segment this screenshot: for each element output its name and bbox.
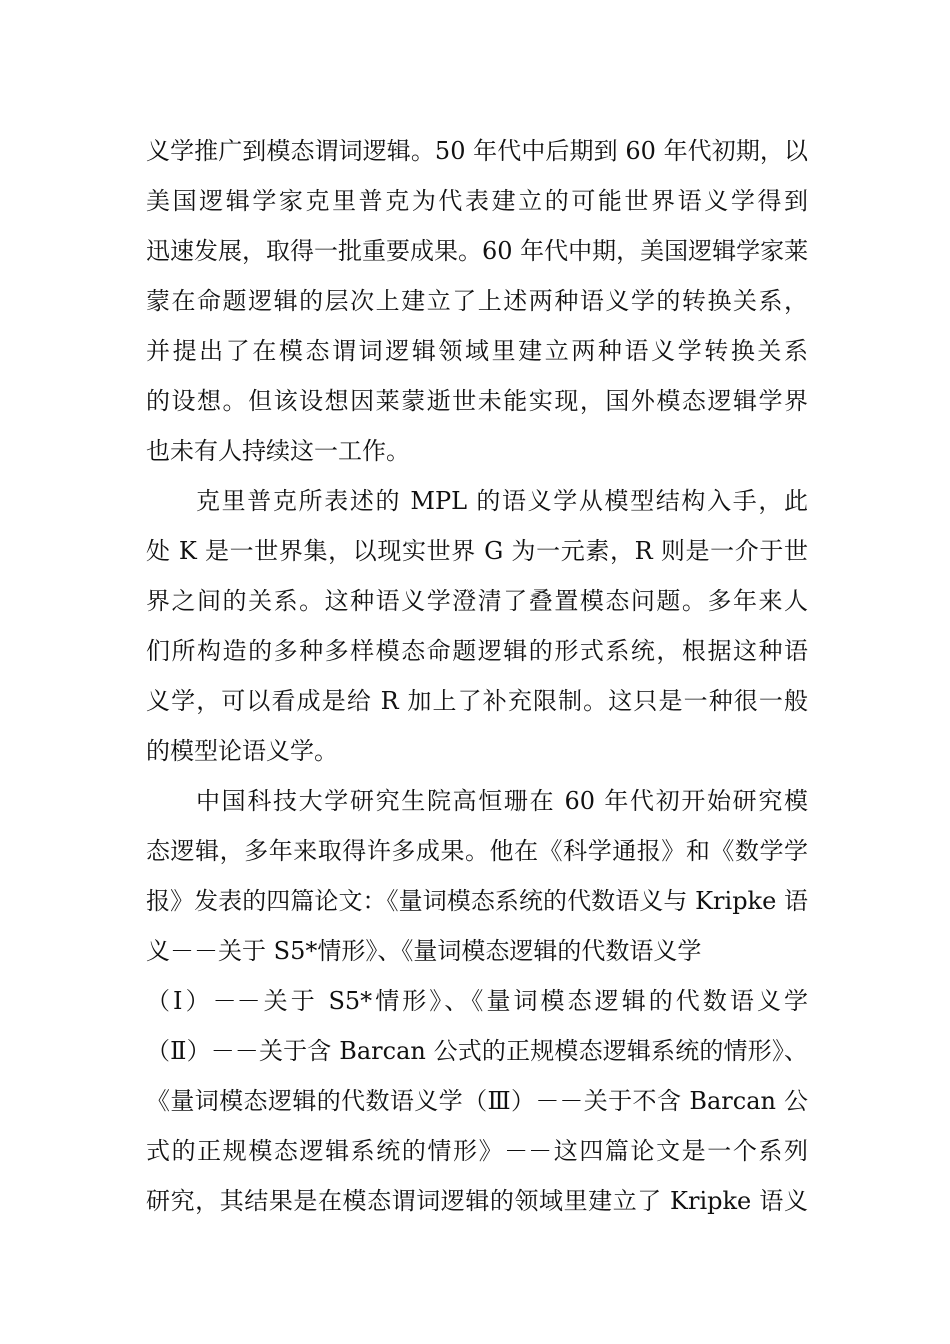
text-line: 界之间的关系。这种语义学澄清了叠置模态问题。多年来人: [146, 587, 808, 615]
paragraph-2: [146, 476, 808, 776]
text-line: 研究，其结果是在模态谓词逻辑的领域里建立了 Kripke 语义: [146, 1187, 808, 1215]
body-text: [146, 126, 808, 1226]
text-line: （Ⅰ）－－关于 S5*情形》、《量词模态逻辑的代数语义学: [146, 987, 808, 1015]
text-line: 《量词模态逻辑的代数语义学（Ⅲ）－－关于不含 Barcan 公: [146, 1087, 808, 1115]
text-line: 报》发表的四篇论文：《量词模态系统的代数语义与 Kripke 语: [146, 887, 808, 915]
text-line: 们所构造的多种多样模态命题逻辑的形式系统，根据这种语: [146, 637, 808, 665]
text-line: 也未有人持续这一工作。: [146, 437, 410, 465]
text-line: 处 K 是一世界集，以现实世界 G 为一元素，R 则是一介于世: [146, 537, 808, 565]
paragraph-1: [146, 126, 808, 476]
text-line: 迅速发展，取得一批重要成果。60 年代中期，美国逻辑学家莱: [146, 237, 808, 265]
text-line: 义学，可以看成是给 R 加上了补充限制。这只是一种很一般: [146, 687, 808, 715]
text-line: 义学推广到模态谓词逻辑。50 年代中后期到 60 年代初期，以: [146, 137, 808, 165]
text-line: 中国科技大学研究生院高恒珊在 60 年代初开始研究模: [196, 787, 808, 815]
text-line: 式的正规模态逻辑系统的情形》－－这四篇论文是一个系列: [146, 1137, 808, 1165]
text-line: 美国逻辑学家克里普克为代表建立的可能世界语义学得到: [146, 187, 808, 215]
text-line: 的设想。但该设想因莱蒙逝世未能实现，国外模态逻辑学界: [146, 387, 808, 415]
text-line: 的模型论语义学。: [146, 737, 338, 765]
text-line: 并提出了在模态谓词逻辑领域里建立两种语义学转换关系: [146, 337, 808, 365]
paragraph-3: [146, 776, 808, 1226]
text-line: 蒙在命题逻辑的层次上建立了上述两种语义学的转换关系，: [146, 287, 808, 315]
text-line: 态逻辑，多年来取得许多成果。他在《科学通报》和《数学学: [146, 837, 808, 865]
text-line: 义－－关于 S5*情形》、《量词模态逻辑的代数语义学: [146, 937, 702, 965]
text-line: 克里普克所表述的 MPL 的语义学从模型结构入手，此: [196, 487, 808, 515]
text-line: （Ⅱ）－－关于含 Barcan 公式的正规模态逻辑系统的情形》、: [146, 1037, 808, 1065]
